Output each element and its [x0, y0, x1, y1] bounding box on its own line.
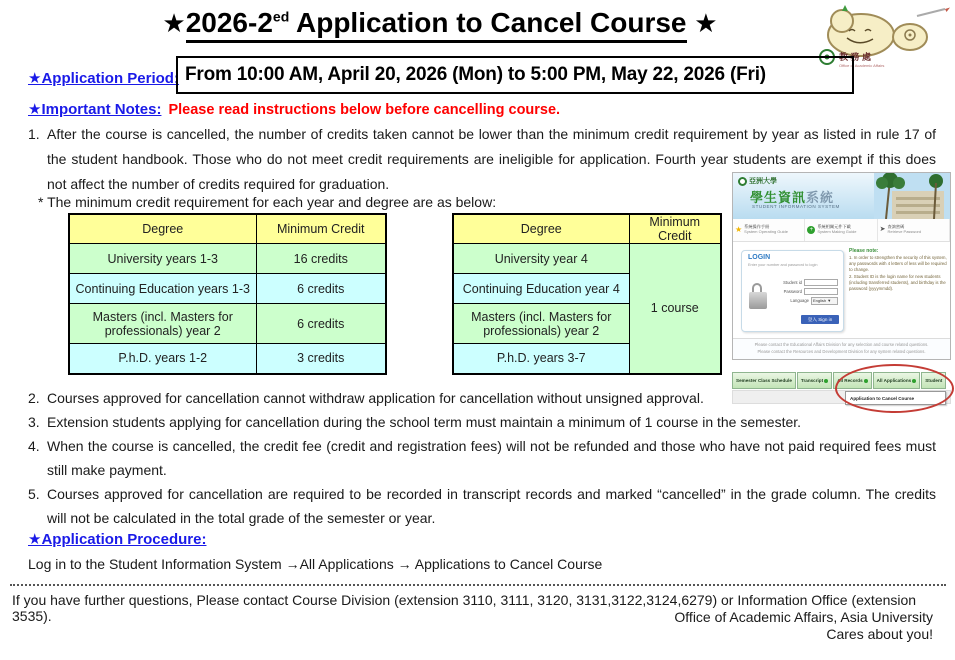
title-term: 2026-2 — [185, 7, 273, 38]
password-field — [804, 288, 838, 295]
university-name: 亞洲大學 — [749, 178, 777, 185]
table-cell: Masters (incl. Masters for professionals) year 2 — [453, 304, 629, 344]
sis-title-zh: 學生資訊系統 — [750, 190, 835, 205]
contact-info: If you have further questions, Please contact Course Division (extension 3110, 3111, 3120, 3131,3122,3124,6279) or Information Office (extension 3535). — [12, 592, 917, 624]
student-id-label: Student id — [783, 280, 802, 285]
sis-footer — [733, 338, 950, 360]
login-subheading: Enter your number and password to login — [748, 263, 818, 267]
university-logo-icon — [738, 177, 747, 186]
please-note-item: 2. Student ID is the login name for new students (including transferred students), and birthday is the password (yyyymmdd). — [849, 274, 946, 292]
sis-body — [733, 242, 950, 338]
note-number: 5. — [28, 486, 40, 502]
table-cell: P.h.D. years 1-2 — [69, 344, 256, 374]
please-note-block — [849, 248, 948, 293]
download-icon: + — [807, 226, 815, 234]
minimum-credit-table-left — [68, 213, 387, 375]
office-name-en: Office of Academic Affairs — [839, 63, 885, 68]
dotted-divider — [10, 584, 946, 586]
highlight-oval — [835, 364, 954, 413]
padlock-icon — [749, 283, 767, 313]
sis-title-en: STUDENT INFORMATION SYSTEM — [752, 204, 840, 209]
note-item-3 — [28, 410, 936, 434]
table-cell: Continuing Education years 1-3 — [69, 274, 256, 304]
table-cell: 16 credits — [256, 244, 386, 274]
toolbar-item-operating-guide: ★ 系統操作手冊 System Operating Guide — [733, 219, 805, 241]
login-panel — [741, 250, 844, 332]
leaf-icon — [842, 5, 848, 11]
table-cell: P.h.D. years 3-7 — [453, 344, 629, 374]
tab-all-records: All Records — [833, 372, 872, 389]
table-cell: Continuing Education year 4 — [453, 274, 629, 304]
table-cell: 6 credits — [256, 304, 386, 344]
university-brand — [738, 176, 777, 186]
table-cell: 6 credits — [256, 274, 386, 304]
merged-credit-cell: 1 course — [629, 244, 721, 374]
password-label: Password — [783, 289, 802, 294]
note-text: Courses approved for cancellation cannot withdraw application for cancellation without unsigned approval. — [47, 390, 704, 406]
important-notes-label: ★Important Notes: — [28, 101, 162, 118]
login-heading: LOGIN — [748, 254, 771, 261]
table-cell: Masters (incl. Masters for professionals) year 2 — [69, 304, 256, 344]
dropdown-indicator-icon — [824, 379, 828, 383]
menu-item-application-to-cancel-course: Application to Cancel Course — [845, 391, 946, 405]
important-notes-heading — [28, 100, 560, 118]
note-number: 1. — [28, 126, 40, 142]
important-notes-warning: Please read instructions below before cancelling course. — [168, 102, 561, 118]
column-header: Minimum Credit — [629, 214, 721, 244]
application-period-label: ★Application Period: — [28, 70, 179, 87]
table-cell: 3 credits — [256, 344, 386, 374]
table-cell: University years 1-3 — [69, 244, 256, 274]
tab-all-applications: All Applications — [873, 372, 921, 389]
application-procedure-steps: Log in to the Student Information System →All Applications → Applications to Cancel Course — [28, 556, 603, 572]
note-text: When the course is cancelled, the credit fee (credit and registration fees) will not be refunded and those who have not paid required fees must still make payment. — [47, 438, 936, 478]
tab-semester-class-schedule: Semester Class Schedule — [732, 372, 796, 389]
tab-student: Student — [921, 372, 946, 389]
sis-screenshot — [732, 172, 951, 410]
note-number: 4. — [28, 438, 40, 454]
please-note-item: 1. In order to strengthen the security of this system, any passwords with 4 letters of less will be required to change. — [849, 255, 947, 273]
language-label: Language — [790, 298, 809, 303]
pencil-icon — [917, 9, 945, 16]
office-signature: Office of Academic Affairs, Asia University — [674, 609, 933, 625]
table-cell: University year 4 — [453, 244, 629, 274]
please-note-heading: Please note: — [849, 248, 879, 254]
note-item-5 — [28, 482, 936, 530]
sis-toolbar — [733, 219, 950, 242]
note-number: 3. — [28, 414, 40, 430]
star-icon: ★ — [735, 225, 743, 234]
office-tagline: Cares about you! — [826, 626, 933, 642]
note-item-4 — [28, 434, 936, 482]
toolbar-item-retrieve-password: ➤ 查詢密碼 Retrieve Password — [878, 219, 950, 241]
page-title — [30, 7, 850, 39]
note-text: Courses approved for cancellation are required to be recorded in transcript records and marked “cancelled” in the grade column. The credits will not be calculated in the total grade of the semester or year. — [47, 486, 936, 526]
toolbar-item-download: + 系統相關元件下載 System Making Guide — [805, 219, 877, 241]
tab-transcript: Transcript — [797, 372, 832, 389]
sis-header — [733, 173, 950, 219]
column-header: Degree — [453, 214, 629, 244]
student-id-field — [804, 279, 838, 286]
sis-footer-line: Please contact the Resources and Development Division for any system related questions. — [757, 348, 926, 354]
note-text: Extension students applying for cancellation during the school term must maintain a minimum of 1 course in the semester. — [47, 414, 802, 430]
title-superscript: ed — [272, 8, 290, 25]
note-text: After the course is cancelled, the number of credits taken cannot be lower than the minimum credit requirement by year as listed in rule 17 of the student handbook. Those who do not meet credit requirements are ineligible for application. Fourth year students are exempt if this does not affect the number of credits required for graduation. — [47, 126, 936, 192]
title-text: Application to Cancel Course — [289, 7, 687, 38]
note-number: 2. — [28, 390, 40, 406]
signin-button: 登入 Sign in — [801, 315, 839, 324]
sis-login-page — [732, 172, 951, 360]
minimum-credit-note: * The minimum credit requirement for each year and degree are as below: — [38, 194, 497, 210]
pencil-tip — [945, 8, 950, 13]
application-period-value: From 10:00 AM, April 20, 2026 (Mon) to 5:00 PM, May 22, 2026 (Fri) — [176, 56, 854, 94]
star-icon: ★ — [694, 8, 718, 38]
campus-photo — [874, 173, 950, 219]
office-name-zh: 教 務 處 — [839, 52, 872, 62]
cursor-icon: ➤ — [879, 226, 886, 233]
sis-footer-line: Please contact the Educational Affairs Division for any selection and course related questions. — [754, 342, 929, 347]
column-header: Degree — [69, 214, 256, 244]
minimum-credit-table-right — [452, 213, 722, 375]
application-procedure-label: ★Application Procedure: — [28, 531, 207, 548]
column-header: Minimum Credit — [256, 214, 386, 244]
star-icon: ★ — [162, 8, 186, 38]
language-select: English ▼ — [811, 297, 838, 305]
